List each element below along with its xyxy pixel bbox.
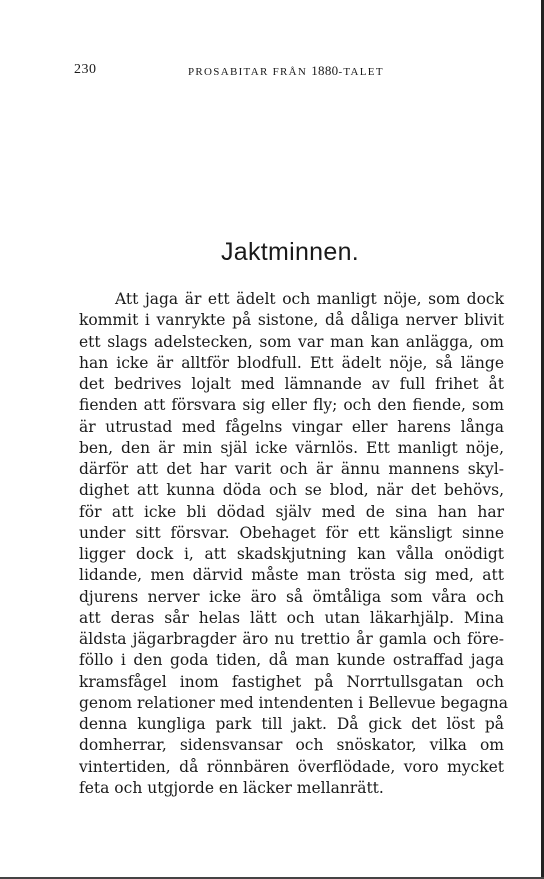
body-paragraph [79,289,509,799]
page-number: 230 [74,62,97,77]
text-line: kramsfågel inom fastighet på Norrtullsgatan och [79,672,504,691]
text-line: ett slags adelstecken, som var man kan anlägga, om [79,332,504,351]
text-line: vintertiden, då rönnbären överflödade, voro mycket [79,757,504,776]
text-line: under sitt försvar. Obehaget för ett känsligt sinne [79,523,504,542]
text-line: domherrar, sidensvansar och snöskator, vilka om [79,736,504,755]
text-line: lidande, men därvid måste man trösta sig med, att [79,566,504,585]
chapter-title: Jaktminnen. [220,238,360,266]
running-title-prefix: PROSABITAR FRÅN [188,66,312,78]
running-head [74,62,506,82]
text-line: därför att det har varit och är ännu mannens skyl- [79,460,504,478]
text-line: dighet att kunna döda och se blod, när det behövs, [79,481,504,500]
text-line: feta och utgjorde en läcker mellanrätt. [79,778,384,797]
text-line: äldsta jägarbragder äro nu trettio år gamla och före- [79,630,504,648]
text-line: att deras sår helas lätt och utan läkarhjälp. Mina [79,608,504,627]
text-line: djurens nerver icke äro så ömtåliga som våra och [79,587,504,606]
text-line: han icke är alltför blodfull. Ett ädelt nöje, så länge [79,353,504,372]
text-line: denna kungliga park till jakt. Då gick det löst på [79,715,504,733]
running-title-suffix: -TALET [338,66,384,78]
running-title-number: 1880 [311,63,339,78]
text-line: ben, den är min själ icke värnlös. Ett manligt nöje, [79,438,504,457]
text-line: Att jaga är ett ädelt och manligt nöje, som dock [115,290,504,308]
text-line: fienden att försvara sig eller fly; och den fiende, som [79,396,504,415]
text-line: ligger dock i, att skadskjutning kan vålla onödigt [79,545,504,563]
text-line: kommit i vanrykte på sistone, då dåliga nerver blivit [79,311,504,330]
text-line: är utrustad med fågelns vingar eller harens långa [79,417,504,436]
text-line: för att icke bli dödad själv med de sina han har [79,502,504,521]
text-line: det bedrives lojalt med lämnande av full frihet åt [79,375,504,393]
running-title [188,63,384,79]
text-line: genom relationer med intendenten i Bellevue begagna [79,693,509,712]
text-line: föllo i den goda tiden, då man kunde ostraffad jaga [79,651,504,670]
